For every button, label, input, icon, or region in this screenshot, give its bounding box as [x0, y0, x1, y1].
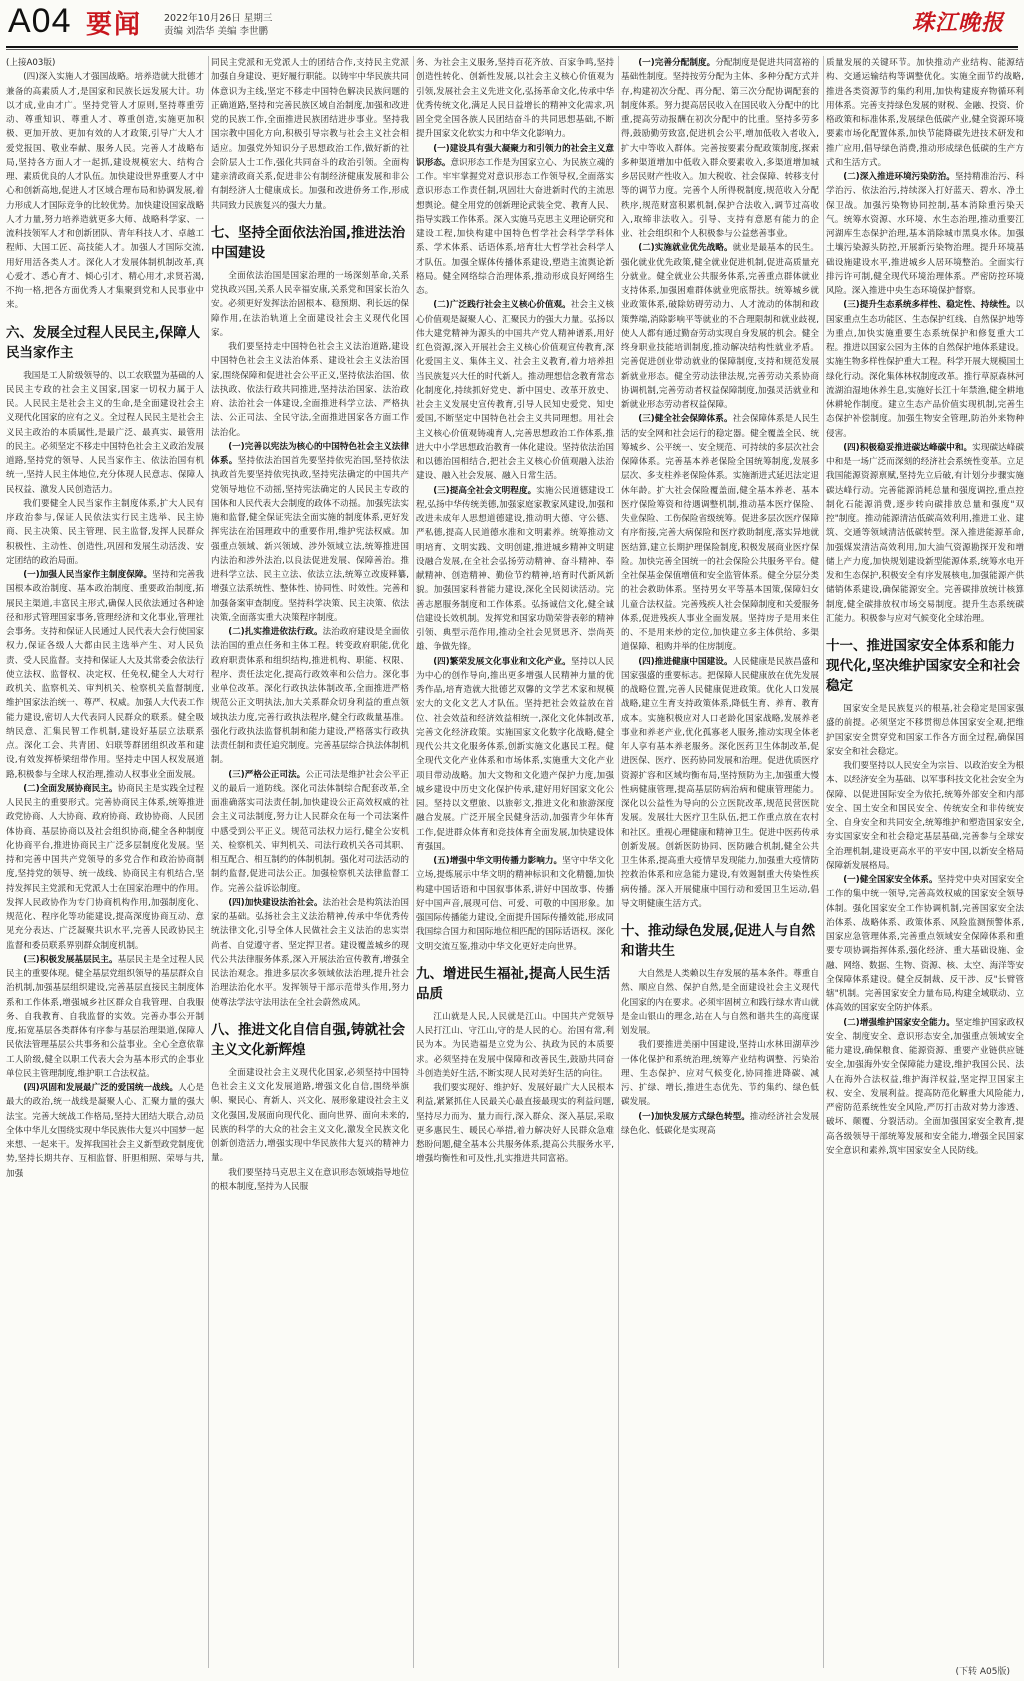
paragraph-body: 基层民主是全过程人民民主的重要体现。健全基层党组织领导的基层群众自治机制,加强基层组织建设,完善基层直接民主制度体系和工作体系,增强城乡社区群众自我管理、自我服务、自我教育、自我监督的实效。完善办事公开制度,拓宽基层各类群体有序参与基层治理渠道,保障人民依法管理基层公共事务和公益事业。全心全意依靠工人阶级,健全以职工代表大会为基本形式的企事业单位民主管理制度,维护职工合法权益。	[6, 954, 204, 1079]
paragraph-body: 人民健康是民族昌盛和国家强盛的重要标志。把保障人民健康放在优先发展的战略位置,完善人民健康促进政策。优化人口发展战略,建立生育支持政策体系,降低生育、养育、教育成本。实施积极应对人口老龄化国家战略,发展养老事业和养老产业,优化孤寡老人服务,推动实现全体老年人享有基本养老服务。深化医药卫生体制改革,促进医保、医疗、医药协同发展和治理。促进优质医疗资源扩容和区域均衡布局,坚持预防为主,加强重大慢性病健康管理,提高基层防病治病和健康管理能力。深化以公益性为导向的公立医院改革,规范民营医院发展。发展壮大医疗卫生队伍,把工作重点放在农村和社区。重视心理健康和精神卫生。促进中医药传承创新发展。创新医防协同、医防融合机制,健全公共卫生体系,提高重大疫情早发现能力,加强重大疫情防控救治体系和应急能力建设,有效遏制重大传染性疾病传播。深入开展健康中国行动和爱国卫生运动,倡导文明健康生活方式。	[621, 656, 819, 909]
section-heading-10: 十、推动绿色发展,促进人与自然和谐共生	[621, 923, 816, 959]
article-column-5	[826, 56, 1024, 1668]
subsection-heading: (三)积极发展基层民主。	[23, 954, 118, 965]
issue-meta	[164, 12, 272, 38]
subsection-heading: (二)增强维护国家安全能力。	[843, 1017, 955, 1028]
subsection-heading: (二)广泛践行社会主义核心价值观。	[433, 300, 571, 311]
paragraph: 质量发展的关键环节。加快推动产业结构、能源结构、交通运输结构等调整优化。实施全面节约战略,推进各类资源节约集约利用,加快构建废弃物循环利用体系。完善支持绿色发展的财税、金融、投资、价格政策和标准体系,发展绿色低碳产业,健全资源环境要素市场化配置体系,加快节能降碳先进技术研发和推广应用,倡导绿色消费,推动形成绿色低碳的生产方式和生活方式。	[826, 58, 1024, 168]
header-rule	[6, 46, 1018, 48]
paragraph: 国家安全是民族复兴的根基,社会稳定是国家强盛的前提。必须坚定不移贯彻总体国家安全观,把维护国家安全贯穿党和国家工作各方面全过程,确保国家安全和社会稳定。	[826, 704, 1024, 757]
paragraph: 务、为社会主义服务,坚持百花齐放、百家争鸣,坚持创造性转化、创新性发展,以社会主义核心价值观为引领,发展社会主义先进文化,弘扬革命文化,传承中华优秀传统文化,满足人民日益增长的精神文化需求,巩固全党全国各族人民团结奋斗的共同思想基础,不断提升国家文化软实力和中华文化影响力。	[416, 58, 614, 140]
subsection-heading: (一)建设具有强大凝聚力和引领力的社会主义意识形态。	[416, 143, 614, 168]
paragraph: 我们要坚持走中国特色社会主义法治道路,建设中国特色社会主义法治体系、建设社会主义法治国家,围绕保障和促进社会公平正义,坚持依法治国、依法执政、依法行政共同推进,坚持法治国家、法治政府、法治社会一体建设,全面推进科学立法、严格执法、公正司法、全民守法,全面推进国家各方面工作法治化。	[211, 342, 409, 438]
paragraph	[826, 441, 1024, 626]
article-column-3	[416, 56, 614, 1668]
subsection-heading: (四)推进健康中国建设。	[638, 656, 733, 667]
paragraph	[6, 1081, 204, 1181]
paragraph-body: 人心是最大的政治,统一战线是凝聚人心、汇聚力量的强大法宝。完善大统战工作格局,坚持大团结大联合,动员全体中华儿女围绕实现中华民族伟大复兴中国梦一起来想、一起来干。发挥我国社会主义新型政党制度优势,坚持长期共存、互相监督、肝胆相照、荣辱与共,加强	[6, 1083, 204, 1179]
paragraph	[621, 655, 819, 912]
subsection-heading: (三)严格公正司法。	[228, 769, 306, 780]
paragraph	[416, 854, 614, 954]
paragraph-body: 坚持以人民为中心的创作导向,推出更多增强人民精神力量的优秀作品,培育造就大批德艺双馨的文学艺术家和规模宏大的文化文艺人才队伍。坚持把社会效益放在首位、社会效益和经济效益相统一,深化文化体制改革,完善文化经济政策。实施国家文化数字化战略,健全现代公共文化服务体系,创新实施文化惠民工程。健全现代文化产业体系和市场体系,实施重大文化产业项目带动战略。加大文物和文化遗产保护力度,加强城乡建设中历史文化保护传承,建好用好国家文化公园。坚持以文塑旅、以旅彰文,推进文化和旅游深度融合发展。广泛开展全民健身活动,加强青少年体育工作,促进群众体育和竞技体育全面发展,加快建设体育强国。	[416, 656, 614, 852]
subsection-heading: (二)全面发展协商民主。	[23, 783, 118, 794]
column-divider	[208, 56, 209, 1668]
article-column-2	[211, 56, 409, 1668]
paragraph-body: 社会主义核心价值观是凝聚人心、汇聚民力的强大力量。弘扬以伟大建党精神为源头的中国共产党人精神谱系,用好红色资源,深入开展社会主义核心价值观宣传教育,深化爱国主义、集体主义、社会主义教育,着力培养担当民族复兴大任的时代新人。推动理想信念教育常态化制度化,持续抓好党史、新中国史、改革开放史、社会主义发展史宣传教育,引导人民知史爱党、知史爱国,不断坚定中国特色社会主义共同理想。用社会主义核心价值观铸魂育人,完善思想政治工作体系,推进大中小学思想政治教育一体化建设。坚持依法治国和以德治国相结合,把社会主义核心价值观融入法治建设、融入社会发展、融入日常生活。	[416, 300, 614, 482]
subsection-heading: (四)繁荣发展文化事业和文化产业。	[433, 656, 571, 667]
section-heading-6: 六、发展全过程人民民主,保障人民当家作主	[6, 324, 201, 361]
paragraph: 大自然是人类赖以生存发展的基本条件。尊重自然、顺应自然、保护自然,是全面建设社会主义现代化国家的内在要求。必须牢固树立和践行绿水青山就是金山银山的理念,站在人与自然和谐共生的高度谋划发展。	[621, 969, 819, 1036]
subsection-heading: (三)提高全社会文明程度。	[433, 485, 537, 496]
paragraph: 我国是工人阶级领导的、以工农联盟为基础的人民民主专政的社会主义国家,国家一切权力属于人民。人民民主是社会主义的生命,是全面建设社会主义现代化国家的应有之义。全过程人民民主是社会主义民主政治的本质属性,是最广泛、最真实、最管用的民主。必须坚定不移走中国特色社会主义政治发展道路,坚持党的领导、人民当家作主、依法治国有机统一,坚持人民主体地位,充分体现人民意志、保障人民权益、激发人民创造活力。	[6, 370, 204, 495]
paragraph: 我们要坚持马克思主义在意识形态领域指导地位的根本制度,坚持为人民服	[211, 1167, 409, 1192]
subsection-heading: (二)扎实推进依法行政。	[228, 627, 323, 637]
paragraph	[826, 170, 1024, 298]
header-rule-thin	[6, 49, 1018, 50]
editor-credits: 责编 刘浩华 美编 李世鹏	[164, 26, 269, 37]
newspaper-masthead: 珠江晚报	[911, 10, 1004, 36]
paragraph	[211, 768, 409, 896]
paragraph: 全面建设社会主义现代化国家,必须坚持中国特色社会主义文化发展道路,增强文化自信,围绕举旗帜、聚民心、育新人、兴文化、展形象建设社会主义文化强国,发展面向现代化、面向世界、面向未来的,民族的科学的大众的社会主义文化,激发全民族文化创新创造活力,增强实现中华民族伟大复兴的精神力量。	[211, 1067, 409, 1164]
paragraph: 同民主党派和无党派人士的团结合作,支持民主党派加强自身建设、更好履行职能。以铸牢中华民族共同体意识为主线,坚定不移走中国特色解决民族问题的正确道路,坚持和完善民族区域自治制度,加强和改进党的民族工作,全面推进民族团结进步事业。坚持我国宗教中国化方向,积极引导宗教与社会主义社会相适应。加强党外知识分子思想政治工作,做好新的社会阶层人士工作,强化共同奋斗的政治引领。全面构建亲清政商关系,促进非公有制经济健康发展和非公有制经济人士健康成长。加强和改进侨务工作,形成共同致力民族复兴的强大力量。	[211, 58, 409, 211]
paragraph-body: 分配制度是促进共同富裕的基础性制度。坚持按劳分配为主体、多种分配方式并存,构建初次分配、再分配、第三次分配协调配套的制度体系。努力提高居民收入在国民收入分配中的比重,提高劳动报酬在初次分配中的比重。坚持多劳多得,鼓励勤劳致富,促进机会公平,增加低收入者收入,扩大中等收入群体。完善按要素分配政策制度,探索多种渠道增加中低收入群众要素收入,多渠道增加城乡居民财产性收入。加大税收、社会保障、转移支付等的调节力度。完善个人所得税制度,规范收入分配秩序,规范财富积累机制,保护合法收入,调节过高收入,取缔非法收入。引导、支持有意愿有能力的企业、社会组织和个人积极参与公益慈善事业。	[621, 58, 819, 239]
column-divider	[823, 56, 824, 1668]
paragraph-body: 意识形态工作是为国家立心、为民族立魂的工作。牢牢掌握党对意识形态工作领导权,全面落实意识形态工作责任制,巩固壮大奋进新时代的主流思想舆论。健全用党的创新理论武装全党、教育人民、指导实践工作体系。深入实施马克思主义理论研究和建设工程,加快构建中国特色哲学社会科学学科体系、学术体系、话语体系,培育壮大哲学社会科学人才队伍。加强全媒体传播体系建设,塑造主流舆论新格局。健全网络综合治理体系,推动形成良好网络生态。	[416, 157, 614, 296]
paragraph	[211, 896, 409, 1010]
paragraph: 我们要实现好、维护好、发展好最广大人民根本利益,紧紧抓住人民最关心最直接最现实的利益问题,坚持尽力而为、量力而行,深入群众、深入基层,采取更多惠民生、暖民心举措,着力解决好人民群众急难愁盼问题,健全基本公共服务体系,提高公共服务水平,增强均衡性和可及性,扎实推进共同富裕。	[416, 1083, 614, 1165]
paragraph-body: 实施公民道德建设工程,弘扬中华传统美德,加强家庭家教家风建设,加强和改进未成年人思想道德建设,推动明大德、守公德、严私德,提高人民道德水准和文明素养。统筹推动文明培育、文明实践、文明创建,推进城乡精神文明建设融合发展,在全社会弘扬劳动精神、奋斗精神、奉献精神、创造精神、勤俭节约精神,培育时代新风新貌。加强国家科普能力建设,深化全民阅读活动。完善志愿服务制度和工作体系。弘扬诚信文化,健全诚信建设长效机制。发挥党和国家功勋荣誉表彰的精神引领、典型示范作用,推动全社会见贤思齐、崇尚英雄、争做先锋。	[416, 485, 614, 653]
paragraph	[621, 241, 819, 412]
paragraph: 江山就是人民,人民就是江山。中国共产党领导人民打江山、守江山,守的是人民的心。治国有常,利民为本。为民造福是立党为公、执政为民的本质要求。必须坚持在发展中保障和改善民生,鼓励共同奋斗创造美好生活,不断实现人民对美好生活的向往。	[416, 1011, 614, 1079]
paragraph-body: 推动经济社会发展绿色化、低碳化是实现高	[621, 1111, 819, 1136]
paragraph-body: 以国家重点生态功能区、生态保护红线、自然保护地等为重点,加快实施重要生态系统保护和修复重大工程。推进以国家公园为主体的自然保护地体系建设。实施生物多样性保护重大工程。科学开展大规模国土绿化行动。深化集体林权制度改革。推行草原森林河流湖泊湿地休养生息,实施好长江十年禁渔,健全耕地休耕轮作制度。建立生态产品价值实现机制,完善生态保护补偿制度。加强生物安全管理,防治外来物种侵害。	[826, 300, 1024, 439]
subsection-heading: (一)健全国家安全体系。	[843, 875, 938, 885]
paragraph-body: 坚持和完善我国根本政治制度、基本政治制度、重要政治制度,拓展民主渠道,丰富民主形式,确保人民依法通过各种途径和形式管理国家事务,管理经济和文化事业,管理社会事务。支持和保证人民通过人民代表大会行使国家权力,保证各级人大都由民主选举产生、对人民负责、受人民监督。支持和保证人大及其常委会依法行使立法权、监督权、决定权、任免权,健全人大对行政机关、监察机关、审判机关、检察机关监督制度,维护国家法治统一、尊严、权威。加强人大代表工作能力建设,密切人大代表同人民群众的联系。健全吸纳民意、汇集民智工作机制,建设好基层立法联系点。深化工会、共青团、妇联等群团组织改革和建设,有效发挥桥梁纽带作用。坚持走中国人权发展道路,积极参与全球人权治理,推动人权事业全面发展。	[6, 570, 204, 780]
subsection-heading: (三)提升生态系统多样性、稳定性、持续性。	[843, 300, 1016, 311]
paragraph	[6, 782, 204, 953]
section-title: 要闻	[86, 10, 143, 40]
paragraph-body: 公正司法是维护社会公平正义的最后一道防线。深化司法体制综合配套改革,全面准确落实司法责任制,加快建设公正高效权威的社会主义司法制度,努力让人民群众在每一个司法案件中感受到公平正义。规范司法权力运行,健全公安机关、检察机关、审判机关、司法行政机关各司其职、相互配合、相互制约的体制机制。强化对司法活动的制约监督,促进司法公正。加强检察机关法律监督工作。完善公益诉讼制度。	[211, 769, 409, 894]
paragraph	[826, 1016, 1024, 1159]
subsection-heading: (一)完善以宪法为核心的中国特色社会主义法律体系。	[211, 441, 409, 466]
paragraph-body: 就业是最基本的民生。强化就业优先政策,健全就业促进机制,促进高质量充分就业。健全就业公共服务体系,完善重点群体就业支持体系,加强困难群体就业兜底帮扶。统筹城乡就业政策体系,破除妨碍劳动力、人才流动的体制和政策弊端,消除影响平等就业的不合理限制和就业歧视,使人人都有通过勤奋劳动实现自身发展的机会。健全终身职业技能培训制度,推动解决结构性就业矛盾。完善促进创业带动就业的保障制度,支持和规范发展新就业形态。健全劳动法律法规,完善劳动关系协商协调机制,完善劳动者权益保障制度,加强灵活就业和新就业形态劳动者权益保障。	[621, 243, 819, 410]
paragraph	[416, 142, 614, 299]
paragraph: 我们要坚持以人民安全为宗旨、以政治安全为根本、以经济安全为基础、以军事科技文化社会安全为保障、以促进国际安全为依托,统筹外部安全和内部安全、国土安全和国民安全、传统安全和非传统安全、自身安全和共同安全,统筹维护和塑造国家安全,夯实国家安全和社会稳定基层基础,完善参与全球安全治理机制,建设更高水平的平安中国,以新安全格局保障新发展格局。	[826, 761, 1024, 871]
article-column-1	[6, 56, 204, 1668]
subsection-heading: (二)实施就业优先战略。	[638, 243, 733, 254]
subsection-heading: (一)加强人民当家作主制度保障。	[23, 570, 153, 580]
section-heading-9: 九、增进民生福祉,提高人民生活品质	[416, 965, 611, 1002]
subsection-heading: (二)深入推进环境污染防治。	[843, 172, 955, 182]
paragraph-body: 法治社会是构筑法治国家的基础。弘扬社会主义法治精神,传承中华优秀传统法律文化,引导全体人民做社会主义法治的忠实崇尚者、自觉遵守者、坚定捍卫者。建设覆盖城乡的现代公共法律服务体系,深入开展法治宣传教育,增强全民法治观念。推进多层次多领域依法治理,提升社会治理法治化水平。发挥领导干部示范带头作用,努力使尊法学法守法用法在全社会蔚然成风。	[211, 897, 409, 1008]
paragraph: (四)深入实施人才强国战略。培养造就大批德才兼备的高素质人才,是国家和民族长远发展大计。功以才成,业由才广。坚持党管人才原则,坚持尊重劳动、尊重知识、尊重人才、尊重创造,实施更加积极、更加开放、更加有效的人才政策,引导广大人才爱党报国、敬业奉献、服务人民。完善人才战略布局,坚持各方面人才一起抓,建设规模宏大、结构合理、素质优良的人才队伍。加快建设世界重要人才中心和创新高地,促进人才区域合理布局和协调发展,着力形成人才国际竞争的比较优势。加快建设国家战略人才力量,努力培养造就更多大师、战略科学家、一流科技领军人才和创新团队、青年科技人才、卓越工程师、大国工匠、高技能人才。加强人才国际交流,用好用活各类人才。深化人才发展体制机制改革,真心爱才、悉心育才、倾心引才、精心用才,求贤若渴,不拘一格,把各方面优秀人才集聚到党和人民事业中来。	[6, 72, 204, 311]
subsection-heading: (四)加快建设法治社会。	[228, 897, 323, 908]
paragraph-body: 社会保障体系是人民生活的安全网和社会运行的稳定器。健全覆盖全民、统筹城乡、公平统一、安全规范、可持续的多层次社会保障体系。完善基本养老保险全国统筹制度,发展多层次、多支柱养老保险体系。实施渐进式延迟法定退休年龄。扩大社会保险覆盖面,健全基本养老、基本医疗保险筹资和待遇调整机制,推动基本医疗保险、失业保险、工伤保险省级统筹。促进多层次医疗保障有序衔接,完善大病保险和医疗救助制度,落实异地就医结算,建立长期护理保险制度,积极发展商业医疗保险。加快完善全国统一的社会保险公共服务平台。健全社保基金保值增值和安全监管体系。健全分层分类的社会救助体系。坚持男女平等基本国策,保障妇女儿童合法权益。完善残疾人社会保障制度和关爱服务体系,促进残疾人事业全面发展。坚持房子是用来住的、不是用来炒的定位,加快建立多主体供给、多渠道保障、租购并举的住房制度。	[621, 414, 819, 653]
paragraph	[6, 953, 204, 1081]
paragraph	[826, 873, 1024, 1016]
article-column-4	[621, 56, 819, 1668]
paragraph	[211, 440, 409, 625]
paragraph	[416, 484, 614, 655]
paragraph-body: 实现碳达峰碳中和是一场广泛而深刻的经济社会系统性变革。立足我国能源资源禀赋,坚持先立后破,有计划分步骤实施碳达峰行动。完善能源消耗总量和强度调控,重点控制化石能源消费,逐步转向碳排放总量和强度"双控"制度。推动能源清洁低碳高效利用,推进工业、建筑、交通等领域清洁低碳转型。深入推进能源革命,加强煤炭清洁高效利用,加大油气资源勘探开发和增储上产力度,加快规划建设新型能源体系,统筹水电开发和生态保护,积极安全有序发展核电,加强能源产供储销体系建设,确保能源安全。完善碳排放统计核算制度,健全碳排放权市场交易制度。提升生态系统碳汇能力。积极参与应对气候变化全球治理。	[826, 442, 1024, 624]
subsection-heading: (三)健全社会保障体系。	[638, 414, 733, 425]
paragraph	[621, 56, 819, 241]
subsection-heading: (五)增强中华文明传播力影响力。	[433, 856, 563, 866]
section-heading-8: 八、推进文化自信自强,铸就社会主义文化新辉煌	[211, 1021, 406, 1058]
paragraph-body: 坚持党中央对国家安全工作的集中统一领导,完善高效权威的国家安全领导体制。强化国家安全工作协调机制,完善国家安全法治体系、战略体系、政策体系、风险监测预警体系,国家应急管理体系,完善重点领域安全保障体系和重要专项协调指挥体系,强化经济、重大基础设施、金融、网络、数据、生物、资源、核、太空、海洋等安全保障体系建设。健全反制裁、反干涉、反"长臂管辖"机制。完善国家安全力量布局,构建全域联动、立体高效的国家安全防护体系。	[826, 875, 1024, 1014]
section-heading-11: 十一、推进国家安全体系和能力现代化,坚决维护国家安全和社会稳定	[826, 638, 1021, 694]
continued-to-note: (下转 A05版)	[955, 1667, 1010, 1677]
subsection-heading: (一)加快发展方式绿色转型。	[638, 1111, 750, 1122]
column-divider	[618, 56, 619, 1668]
paragraph	[621, 1110, 819, 1139]
column-divider	[413, 56, 414, 1668]
subsection-heading: (四)巩固和发展最广泛的爱国统一战线。	[23, 1083, 179, 1093]
section-heading-7: 七、坚持全面依法治国,推进法治中国建设	[211, 224, 406, 261]
paragraph-body: 法治政府建设是全面依法治国的重点任务和主体工程。转变政府职能,优化政府职责体系和组织结构,推进机构、职能、权限、程序、责任法定化,提高行政效率和公信力。深化事业单位改革。深化行政执法体制改革,全面推进严格规范公正文明执法,加大关系群众切身利益的重点领域执法力度,完善行政执法程序,健全行政裁量基准。强化行政执法监督机制和能力建设,严格落实行政执法责任制和责任追究制度。完善基层综合执法体制机制。	[211, 627, 409, 766]
page-number: A04	[8, 2, 72, 40]
paragraph	[211, 625, 409, 768]
paragraph	[6, 568, 204, 782]
paragraph: 全面依法治国是国家治理的一场深刻革命,关系党执政兴国,关系人民幸福安康,关系党和国家长治久安。必须更好发挥法治固根本、稳预期、利长远的保障作用,在法治轨道上全面建设社会主义现代化国家。	[211, 270, 409, 338]
paragraph-body: 坚持依法治国首先要坚持依宪治国,坚持依法执政首先要坚持依宪执政,坚持宪法确定的中国共产党领导地位不动摇,坚持宪法确定的人民民主专政的国体和人民代表大会制度的政体不动摇。加强宪法实施和监督,健全保证宪法全面实施的制度体系,更好发挥宪法在治国理政中的重要作用,维护宪法权威。加强重点领域、新兴领域、涉外领域立法,统筹推进国内法治和涉外法治,以良法促进发展、保障善治。推进科学立法、民主立法、依法立法,统筹立改废释纂,增强立法系统性、整体性、协同性、时效性。完善和加强备案审查制度。坚持科学决策、民主决策、依法决策,全面落实重大决策程序制度。	[211, 456, 409, 623]
paragraph-body: 坚持精准治污、科学治污、依法治污,持续深入打好蓝天、碧水、净土保卫战。加强污染物协同控制,基本消除重污染天气。统筹水资源、水环境、水生态治理,推动重要江河湖库生态保护治理,基本消除城市黑臭水体。加强土壤污染源头防控,开展新污染物治理。提升环境基础设施建设水平,推进城乡人居环境整治。全面实行排污许可制,健全现代环境治理体系。严密防控环境风险。深入推进中央生态环境保护督察。	[826, 172, 1024, 296]
paragraph	[416, 298, 614, 483]
issue-date: 2022年10月26日 星期三	[164, 13, 273, 24]
paragraph	[826, 298, 1024, 441]
paragraph-body: 坚守中华文化立场,提炼展示中华文明的精神标识和文化精髓,加快构建中国话语和中国叙事体系,讲好中国故事、传播好中国声音,展现可信、可爱、可敬的中国形象。加强国际传播能力建设,全面提升国际传播效能,形成同我国综合国力和国际地位相匹配的国际话语权。深化文明交流互鉴,推动中华文化更好走向世界。	[416, 856, 614, 952]
paragraph: 我们要推进美丽中国建设,坚持山水林田湖草沙一体化保护和系统治理,统筹产业结构调整、污染治理、生态保护、应对气候变化,协同推进降碳、减污、扩绿、增长,推进生态优先、节约集约、绿色低碳发展。	[621, 1040, 819, 1108]
paragraph	[621, 412, 819, 654]
paragraph-body: 协商民主是实践全过程人民民主的重要形式。完善协商民主体系,统筹推进政党协商、人大协商、政府协商、政协协商、人民团体协商、基层协商以及社会组织协商,健全各种制度化协商平台,推进协商民主广泛多层制度化发展。坚持和完善中国共产党领导的多党合作和政治协商制度,坚持党的领导、统一战线、协商民主有机结合,坚持发挥民主党派和无党派人士在国家治理中的作用。发挥人民政协作为专门协商机构作用,加强制度化、规范化、程序化等功能建设,提高深度协商互动、意见充分表达、广泛凝聚共识水平,完善人民政协民主监督和委员联系界别群众制度机制。	[6, 783, 204, 951]
continued-from-note: (上接A03版)	[6, 58, 56, 68]
subsection-heading: (四)积极稳妥推进碳达峰碳中和。	[843, 442, 973, 453]
paragraph-body: 坚定维护国家政权安全、制度安全、意识形态安全,加强重点领域安全能力建设,确保粮食、能源资源、重要产业链供应链安全,加强海外安全保障能力建设,维护我国公民、法人在海外合法权益,维护海洋权益,坚定捍卫国家主权、安全、发展利益。提高防范化解重大风险能力,严密防范系统性安全风险,严厉打击敌对势力渗透、破坏、颠覆、分裂活动。全面加强国家安全教育,提高各级领导干部统筹发展和安全能力,增强全民国家安全意识和素养,筑牢国家安全人民防线。	[826, 1017, 1024, 1156]
page-header	[0, 0, 1024, 48]
paragraph	[416, 655, 614, 855]
paragraph: 我们要健全人民当家作主制度体系,扩大人民有序政治参与,保证人民依法实行民主选举、民主协商、民主决策、民主管理、民主监督,发挥人民群众积极性、主动性、创造性,巩固和发展生动活泼、安定团结的政治局面。	[6, 498, 204, 566]
subsection-heading: (一)完善分配制度。	[638, 58, 716, 68]
